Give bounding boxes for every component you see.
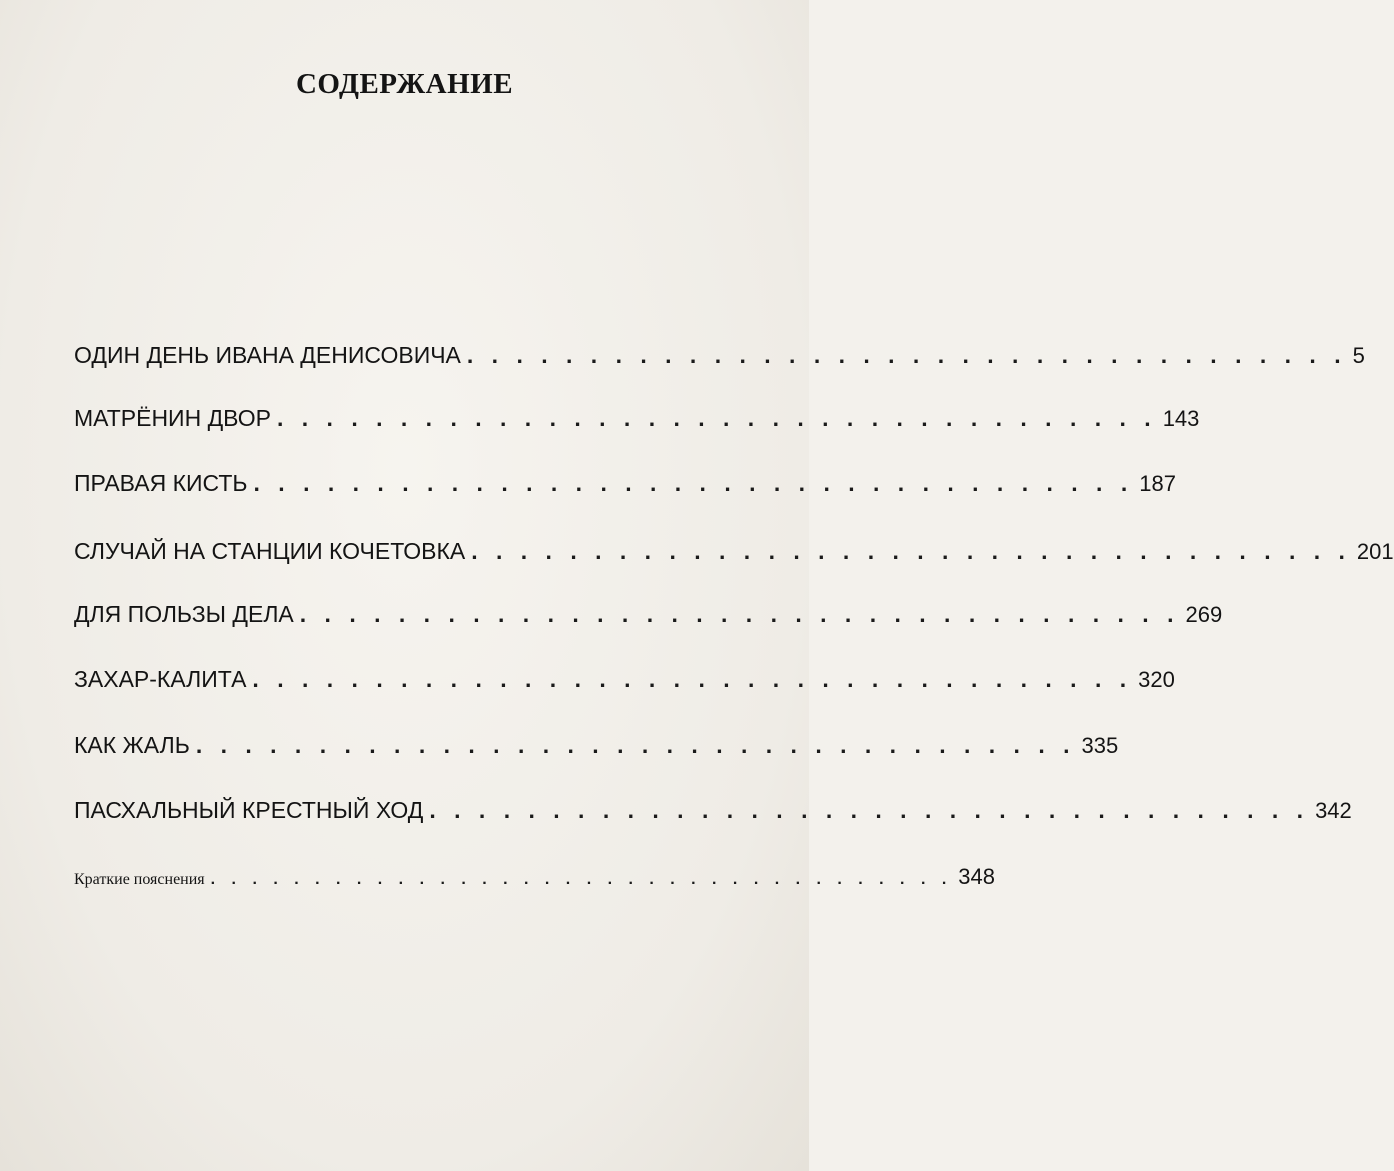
dot-leader: . . . . . . . . . . . . . . . . . . . . . . . . . . . . . . . . . . . . <box>210 871 953 888</box>
toc-entry <box>74 730 1119 761</box>
toc-entry <box>74 403 1200 434</box>
toc-entry-page: 269 <box>1185 602 1223 627</box>
dot-leader: . . . . . . . . . . . . . . . . . . . . . . . . . . . . . . . . . . . . <box>299 601 1180 627</box>
dot-leader: . . . . . . . . . . . . . . . . . . . . . . . . . . . . . . . . . . . . <box>195 732 1076 758</box>
toc-entry <box>74 340 1365 371</box>
toc-entry-title: Краткие пояснения <box>74 871 205 888</box>
toc-entry-title: СЛУЧАЙ НА СТАНЦИИ КОЧЕТОВКА <box>74 538 466 564</box>
toc-entry <box>74 536 1394 567</box>
toc-entry-page: 143 <box>1162 406 1200 431</box>
toc-entry-title: МАТРЁНИН ДВОР <box>74 405 271 431</box>
toc-entry-title: ДЛЯ ПОЛЬЗЫ ДЕЛА <box>74 601 294 627</box>
dot-leader: . . . . . . . . . . . . . . . . . . . . . . . . . . . . . . . . . . . . <box>276 405 1157 431</box>
dot-leader: . . . . . . . . . . . . . . . . . . . . . . . . . . . . . . . . . . . . <box>253 470 1134 496</box>
toc-entry-page: 201 <box>1356 539 1394 564</box>
toc-entry-page: 342 <box>1315 798 1352 823</box>
toc-entry-page: 187 <box>1139 471 1176 496</box>
dot-leader: . . . . . . . . . . . . . . . . . . . . . . . . . . . . . . . . . . . . <box>471 538 1351 564</box>
toc-entry <box>74 795 1352 826</box>
toc-entry <box>74 599 1223 630</box>
toc-entry-title: КАК ЖАЛЬ <box>74 732 190 758</box>
dot-leader: . . . . . . . . . . . . . . . . . . . . . . . . . . . . . . . . . . . . <box>429 797 1310 823</box>
toc-entry-page: 5 <box>1352 343 1365 368</box>
toc-entry-title: ОДИН ДЕНЬ ИВАНА ДЕНИСОВИЧА <box>74 342 461 368</box>
dot-leader: . . . . . . . . . . . . . . . . . . . . . . . . . . . . . . . . . . . . <box>466 342 1347 368</box>
dot-leader: . . . . . . . . . . . . . . . . . . . . . . . . . . . . . . . . . . . . <box>252 666 1133 692</box>
toc-entry <box>74 862 995 895</box>
toc-entry-title: ПАСХАЛЬНЫЙ КРЕСТНЫЙ ХОД <box>74 797 424 823</box>
toc-entry <box>74 664 1175 695</box>
toc-entry-title: ПРАВАЯ КИСТЬ <box>74 470 248 496</box>
toc-entry-page: 335 <box>1081 733 1119 758</box>
contents-heading: СОДЕРЖАНИЕ <box>295 68 514 100</box>
toc-entry-title: ЗАХАР-КАЛИТА <box>74 666 247 692</box>
toc-entry-page: 348 <box>958 864 995 889</box>
toc-entry <box>74 468 1176 499</box>
toc-entry-page: 320 <box>1138 667 1175 692</box>
